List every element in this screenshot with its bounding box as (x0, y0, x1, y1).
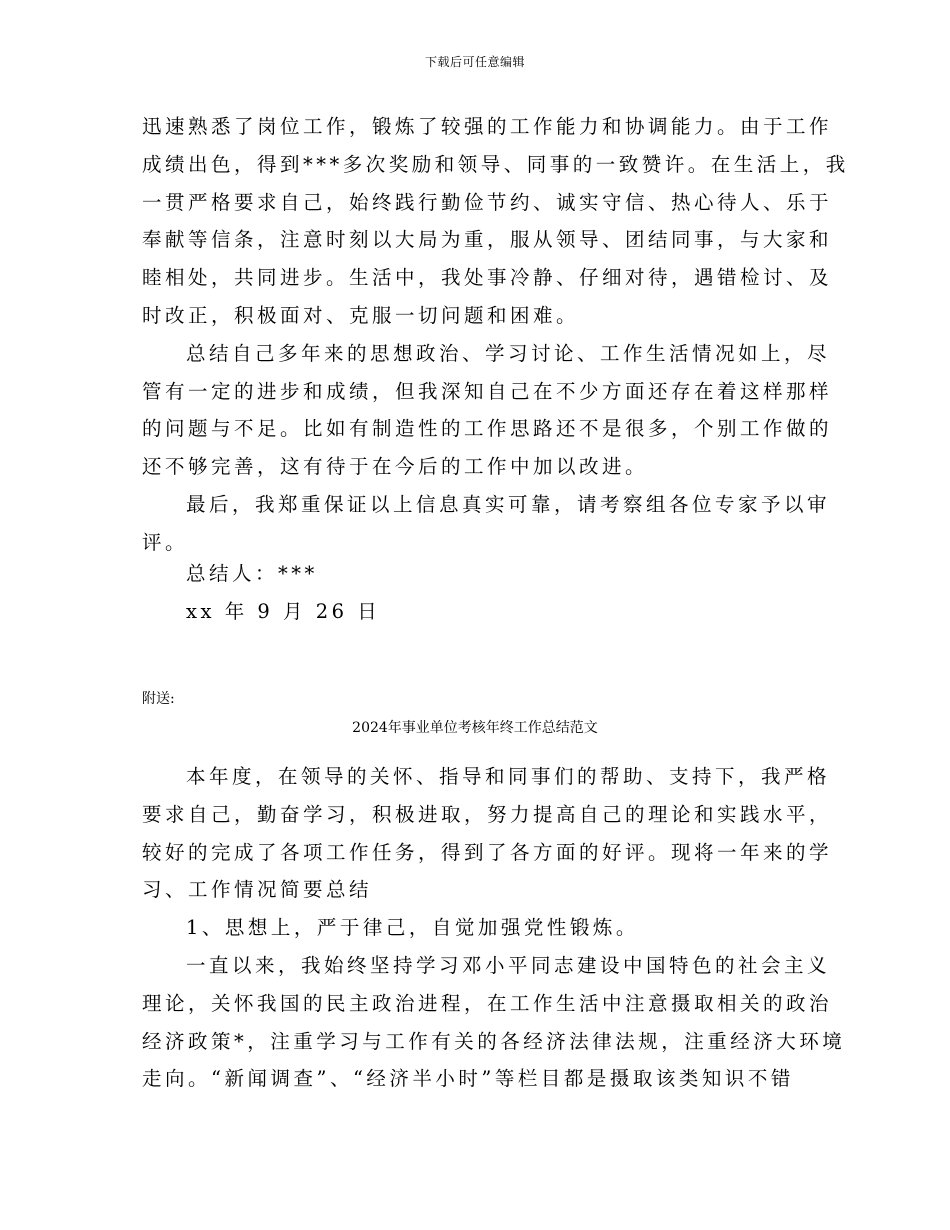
text-line: 成绩出色，得到***多次奖励和领导、同事的一致赞许。在生活上，我 (142, 152, 849, 176)
text-line: 奉献等信条，注意时刻以大局为重，服从领导、团结同事，与大家和 (142, 228, 833, 252)
text-line: 理论，关怀我国的民主政治进程，在工作生活中注意摄取相关的政治 (142, 991, 833, 1015)
summary-body (142, 108, 849, 562)
text-line: 较好的完成了各项工作任务，得到了各方面的好评。现将一年来的学 (142, 840, 833, 864)
paragraph-shortcomings (142, 335, 833, 486)
text-line: 最后，我郑重保证以上信息真实可靠，请考察组各位专家予以审 (186, 492, 831, 516)
signature-date: xx 年 9 月 26 日 (186, 600, 381, 623)
paragraph-work-and-life (142, 108, 849, 335)
text-line: 要求自己，勤奋学习，积极进取，努力提高自己的理论和实践水平， (142, 802, 833, 826)
text-line: 一贯严格要求自己，始终践行勤俭节约、诚实守信、热心待人、乐于 (142, 190, 833, 214)
text-line: 迅速熟悉了岗位工作，锻炼了较强的工作能力和协调能力。由于工作 (142, 115, 833, 138)
text-line: 管有一定的进步和成绩，但我深知自己在不少方面还存在着这样那样 (142, 379, 833, 403)
attachment-label: 附送: (142, 691, 175, 707)
text-line: 睦相处，共同进步。生活中，我处事冷静、仔细对待，遇错检讨、及 (142, 266, 833, 290)
text-line: 评。 (142, 530, 189, 554)
annual-summary-body (142, 758, 846, 1098)
page-header: 下载后可任意编辑 (424, 55, 525, 69)
paragraph-political-study (142, 947, 846, 1098)
text-line: 还不够完善，这有待于在今后的工作中加以改进。 (142, 455, 649, 479)
text-line: 走向。“新闻调查”、“经济半小时”等栏目都是摄取该类知识不错 (142, 1067, 794, 1091)
text-line: 一直以来，我始终坚持学习邓小平同志建设中国特色的社会主义 (186, 953, 831, 977)
text-line: 习、工作情况简要总结 (142, 878, 373, 902)
paragraph-guarantee (142, 486, 831, 562)
text-line: 的问题与不足。比如有制造性的工作思路还不是很多，个别工作做的 (142, 417, 833, 441)
text-line: 总结自己多年来的思想政治、学习讨论、工作生活情况如上，尽 (186, 341, 831, 365)
text-line: 本年度，在领导的关怀、指导和同事们的帮助、支持下，我严格 (186, 765, 831, 788)
section-heading: 1、思想上，严于律己，自觉加强党性锻炼。 (186, 916, 639, 940)
paragraph-intro (142, 758, 833, 909)
signer: 总结人：*** (186, 562, 318, 585)
document-title: 2024年事业单位考核年终工作总结范文 (352, 720, 598, 736)
text-line: 时改正，积极面对、克服一切问题和困难。 (142, 303, 580, 327)
text-line: 经济政策*，注重学习与工作有关的各经济法律法规，注重经济大环境 (142, 1029, 846, 1053)
